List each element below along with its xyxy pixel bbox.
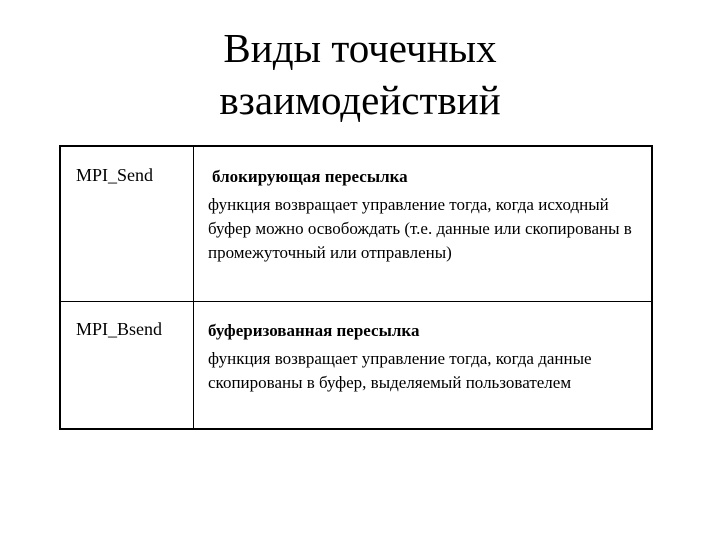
- description-title: буферизованная пересылка: [208, 321, 420, 340]
- description-text: функция возвращает управление тогда, когда исходный буфер можно освобождать (т.е. данные или скопированы в промежуточный или отправлены): [208, 195, 632, 262]
- description-title: блокирующая пересылка: [212, 167, 408, 186]
- function-description-cell: [208, 165, 648, 265]
- function-name-cell: MPI_Send: [76, 165, 154, 185]
- slide-title-line-1: Виды точечных: [223, 25, 497, 71]
- function-description-cell: [208, 319, 648, 395]
- function-name-cell: MPI_Bsend: [76, 319, 163, 339]
- mpi-functions-table: [59, 145, 653, 430]
- slide-title: [140, 22, 580, 126]
- table-row: [61, 147, 651, 302]
- table-row: [61, 301, 651, 428]
- slide-title-line-2: взаимодействий: [219, 77, 501, 123]
- description-text: функция возвращает управление тогда, когда данные скопированы в буфер, выделяемый пользователем: [208, 349, 592, 392]
